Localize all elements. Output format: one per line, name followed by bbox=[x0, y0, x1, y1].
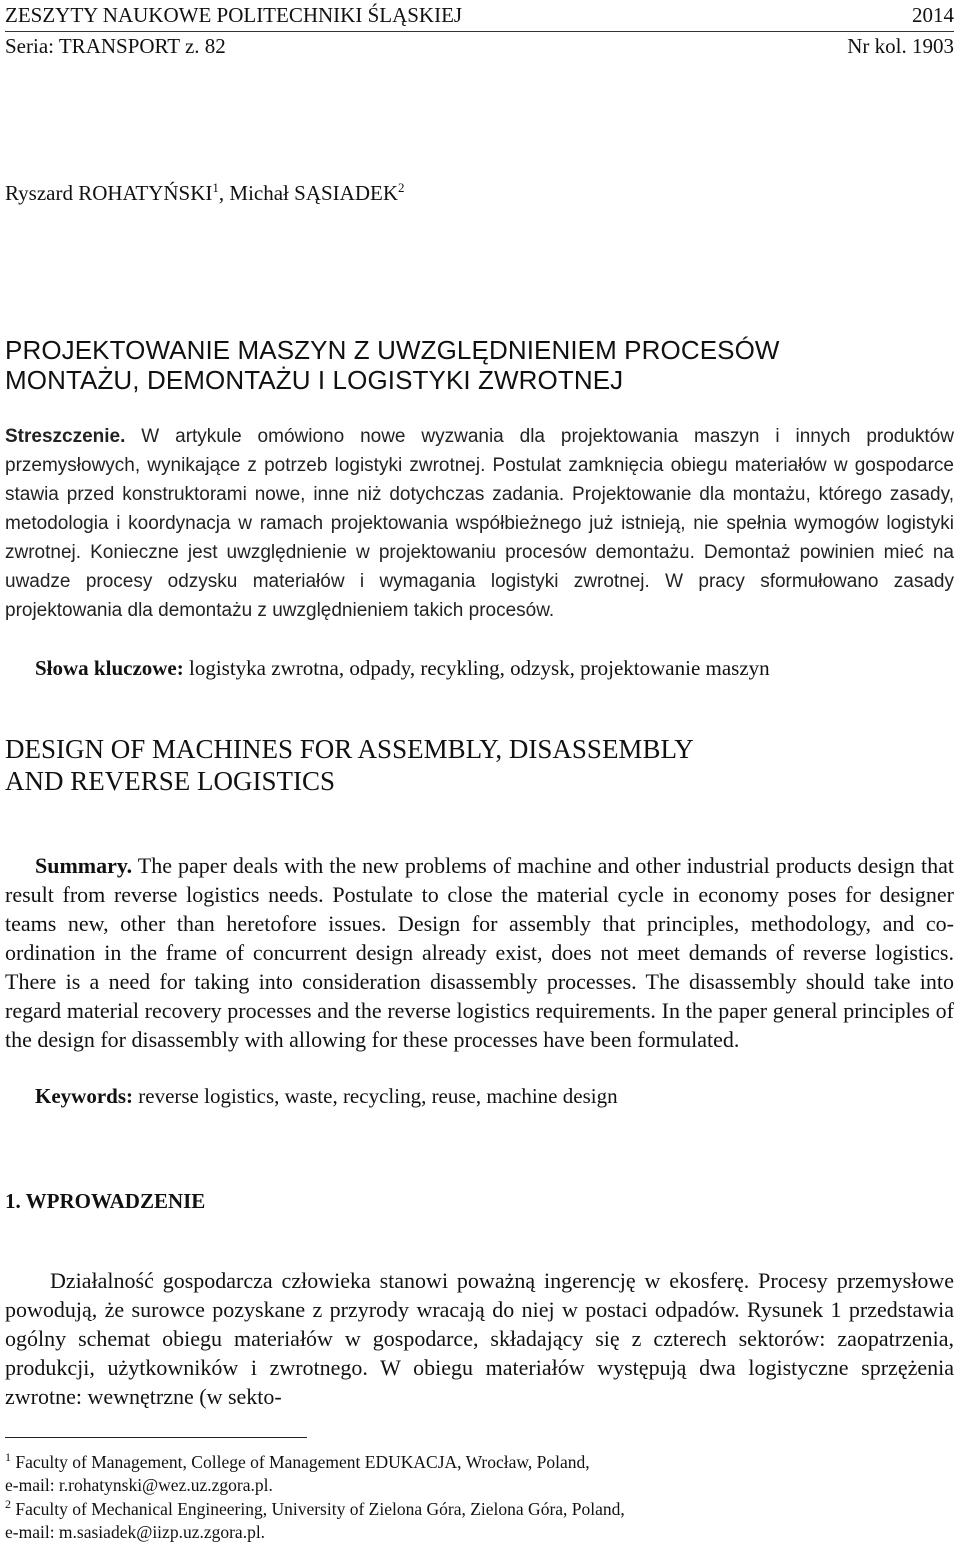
author-1: Ryszard ROHATYŃSKI bbox=[5, 181, 213, 205]
footnote-1-email: e-mail: r.rohatynski@wez.uz.zgora.pl. bbox=[5, 1474, 273, 1495]
abstract-pl bbox=[5, 422, 954, 625]
paper-title-en-line-1: DESIGN OF MACHINES FOR ASSEMBLY, DISASSEMBLY bbox=[5, 734, 694, 764]
footnote-1-affiliation: Faculty of Management, College of Management EDUKACJA, Wrocław, Poland, bbox=[11, 1451, 590, 1472]
paper-title-pl-line-1: PROJEKTOWANIE MASZYN Z UWZGLĘDNIENIEM PROCESÓW bbox=[5, 335, 780, 365]
footnote-2 bbox=[5, 1493, 955, 1544]
journal-series: Seria: TRANSPORT z. 82 bbox=[5, 34, 226, 58]
footnote-1-mark: 1 bbox=[5, 1450, 11, 1464]
abstract-pl-text: W artykule omówiono nowe wyzwania dla projektowania maszyn i innych produktów przemysłowych, wynikające z potrzeb logistyki zwrotnej. Postulat zamknięcia obiegu materiałów w gospodarce stawia przed konstruktorami nowe, inne niż dotychczas zadania. Projektowanie dla montażu, którego zasady, metodologia i koordynacja w ramach projektowania współbieżnego już istnieją, nie spełnia wymogów logistyki zwrotnej. Konieczne jest uwzględnienie w projektowaniu procesów demontażu. Demontaż powinien mieć na uwadze procesy odzysku materiałów i wymagania logistyki zwrotnej. W pracy sformułowano zasady projektowania dla demontażu z uwzględnieniem takich procesów. bbox=[5, 426, 954, 621]
author-separator: , bbox=[218, 181, 230, 205]
author-2-footnote-mark: 2 bbox=[397, 180, 405, 195]
journal-year: 2014 bbox=[912, 3, 954, 27]
section-heading: 1. WPROWADZENIE bbox=[5, 1189, 206, 1213]
footnote-2-mark: 2 bbox=[5, 1497, 11, 1511]
footnote-1-line-1 bbox=[5, 1446, 955, 1474]
paper-title-en-line-2: AND REVERSE LOGISTICS bbox=[5, 766, 336, 796]
keywords-pl-text: logistyka zwrotna, odpady, recykling, odzysk, projektowanie maszyn bbox=[183, 656, 770, 680]
header-rule bbox=[5, 31, 954, 32]
keywords-pl bbox=[35, 655, 955, 682]
footnote-2-email: e-mail: m.sasiadek@iizp.uz.zgora.pl. bbox=[5, 1521, 266, 1542]
footnote-2-line-1 bbox=[5, 1493, 955, 1521]
summary-en bbox=[5, 851, 954, 1054]
journal-name: ZESZYTY NAUKOWE POLITECHNIKI ŚLĄSKIEJ bbox=[5, 3, 463, 27]
keywords-en-text: reverse logistics, waste, recycling, reuse, machine design bbox=[133, 1084, 618, 1108]
journal-number: Nr kol. 1903 bbox=[847, 34, 954, 58]
summary-en-text: The paper deals with the new problems of machine and other industrial products design that result from reverse logistics needs. Postulate to close the material cycle in economy poses for designer teams new, other than heretofore issues. Design for assembly that principles, methodology, and co-ordination in the frame of concurrent design already exist, does not meet demands of reverse logistics. There is a need for taking into consideration disassembly processes. The disassembly should take into regard material recovery processes and the reverse logistics requirements. In the paper general principles of the design for disassembly with allowing for these processes have been formulated. bbox=[5, 853, 954, 1052]
footnote-1 bbox=[5, 1446, 955, 1497]
paper-title-pl bbox=[5, 335, 955, 395]
summary-en-label: Summary. bbox=[35, 853, 133, 878]
paper-title-pl-line-2: MONTAŻU, DEMONTAŻU I LOGISTYKI ZWROTNEJ bbox=[5, 365, 624, 395]
footnote-2-affiliation: Faculty of Mechanical Engineering, University of Zielona Góra, Zielona Góra, Poland, bbox=[11, 1498, 625, 1519]
keywords-en-label: Keywords: bbox=[35, 1084, 133, 1108]
keywords-en bbox=[35, 1083, 955, 1110]
paper-title-en bbox=[5, 733, 955, 797]
footnote-rule bbox=[5, 1437, 307, 1438]
author-1-footnote-mark: 1 bbox=[212, 180, 219, 195]
keywords-pl-label: Słowa kluczowe: bbox=[35, 656, 184, 680]
abstract-pl-label: Streszczenie. bbox=[5, 426, 126, 447]
section-body: Działalność gospodarcza człowieka stanowi poważną ingerencję w ekosferę. Procesy przemysłowe powodują, że surowce pozyskane z przyrody wracają do niej w postaci odpadów. Rysunek 1 przedstawia ogólny schemat obiegu materiałów w gospodarce, składający się z czterech sektorów: zaopatrzenia, produkcji, użytkowników i zwrotnego. W obiegu materiałów występują dwa logistyczne sprzężenia zwrotne: wewnętrzne (w sekto- bbox=[5, 1268, 954, 1409]
author-2: Michał SĄSIADEK bbox=[229, 181, 398, 205]
authors bbox=[5, 176, 404, 205]
